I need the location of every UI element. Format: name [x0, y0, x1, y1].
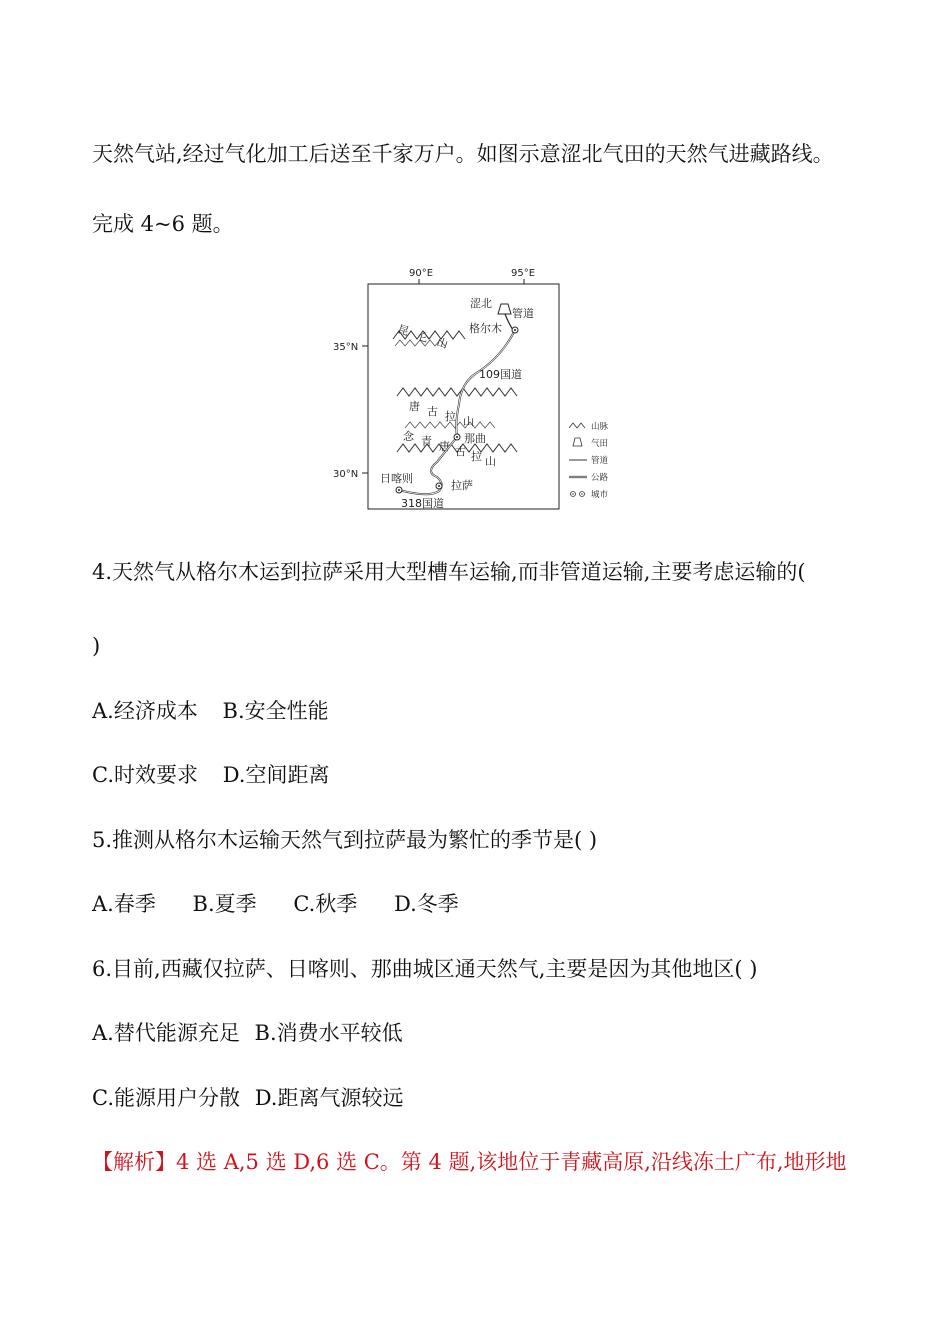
tanggula-char-2: 古	[427, 405, 438, 418]
tanggula-char-3: 拉	[445, 410, 456, 423]
label-golmud: 格尔木	[469, 322, 502, 335]
nyainqen-char-5: 拉	[471, 450, 482, 463]
tanggula-char-1: 唐	[409, 400, 420, 413]
q4-options-row1	[92, 697, 329, 725]
legend-mountain-icon	[569, 423, 585, 428]
label-road-318: 318国道	[401, 497, 444, 510]
q5-option-b[interactable]: B.夏季	[192, 892, 257, 916]
analysis-text: 【解析】4 选 A,5 选 D,6 选 C。第 4 题,该地位于青藏高原,沿线冻土广布,地形地	[92, 1150, 847, 1174]
svg-text:气田: 气田	[591, 439, 609, 449]
q5-option-c[interactable]: C.秋季	[293, 892, 358, 916]
tanggula-mountain-icon	[397, 388, 517, 396]
q4-stem: 4.天然气从格尔木运到拉萨采用大型槽车运输,而非管道运输,主要考虑运输的(	[92, 560, 806, 584]
label-nagqu: 那曲	[464, 432, 486, 445]
nyainqen-char-1: 念	[403, 430, 414, 443]
q4-options-row2	[92, 761, 329, 789]
svg-text:山脉: 山脉	[591, 422, 609, 432]
golmud-city-icon	[514, 329, 516, 331]
label-lhasa: 拉萨	[451, 479, 473, 492]
q5-options	[92, 890, 459, 918]
gas-route-map	[325, 262, 625, 517]
label-shigatse: 日喀则	[380, 472, 413, 485]
q6-option-c[interactable]: C.能源用户分散	[92, 1086, 240, 1110]
intro-line-2: 完成 4~6 题。	[92, 212, 234, 236]
lon-label-95: 95°E	[511, 268, 536, 279]
q4-stem-cont: )	[92, 634, 101, 658]
lhasa-city-icon	[438, 485, 440, 487]
q4-option-b[interactable]: B.安全性能	[222, 699, 329, 723]
lat-label-30: 30°N	[333, 469, 359, 480]
q6-option-b[interactable]: B.消费水平较低	[254, 1021, 403, 1045]
label-pipeline: 管道	[512, 307, 534, 320]
nagqu-city-icon	[456, 436, 458, 438]
q6-options-row2	[92, 1084, 403, 1112]
svg-text:管道: 管道	[591, 456, 609, 466]
q5-option-d[interactable]: D.冬季	[394, 892, 459, 916]
q6-options-row1	[92, 1019, 403, 1047]
shigatse-city-icon	[398, 489, 400, 491]
label-road-109: 109国道	[479, 368, 522, 381]
gas-field-icon	[498, 304, 511, 314]
svg-text:城市: 城市	[591, 490, 609, 500]
q4-option-c[interactable]: C.时效要求	[92, 763, 198, 787]
nyainqen-char-3: 唐	[439, 440, 450, 453]
tanggula-char-4: 山	[463, 415, 474, 428]
kunlun-char-1: 昆	[396, 322, 411, 339]
label-sebei: 涩北	[470, 297, 492, 310]
intro-line-1: 天然气站,经过气化加工后送至千家万户。如图示意涩北气田的天然气进藏路线。	[92, 142, 834, 166]
map-legend	[569, 421, 609, 500]
q6-option-d[interactable]: D.距离气源较远	[254, 1086, 404, 1110]
nyainqen-char-6: 山	[485, 455, 496, 468]
nyainqen-char-4: 古	[455, 445, 466, 458]
q4-option-a[interactable]: A.经济成本	[92, 699, 198, 723]
nyainqen-char-2: 青	[421, 435, 432, 448]
lat-label-35: 35°N	[333, 342, 359, 353]
kunlun-char-3: 山	[435, 335, 450, 352]
q4-option-d[interactable]: D.空间距离	[222, 763, 330, 787]
kunlun-char-2: 仑	[416, 329, 431, 346]
q5-stem: 5.推测从格尔木运输天然气到拉萨最为繁忙的季节是( )	[92, 828, 598, 852]
q5-option-a[interactable]: A.春季	[92, 892, 156, 916]
svg-text:公路: 公路	[591, 473, 609, 483]
lon-label-90: 90°E	[409, 268, 434, 279]
legend-gas-field-icon	[573, 438, 582, 446]
q6-stem: 6.目前,西藏仅拉萨、日喀则、那曲城区通天然气,主要是因为其他地区( )	[92, 957, 758, 981]
q6-option-a[interactable]: A.替代能源充足	[92, 1021, 240, 1045]
